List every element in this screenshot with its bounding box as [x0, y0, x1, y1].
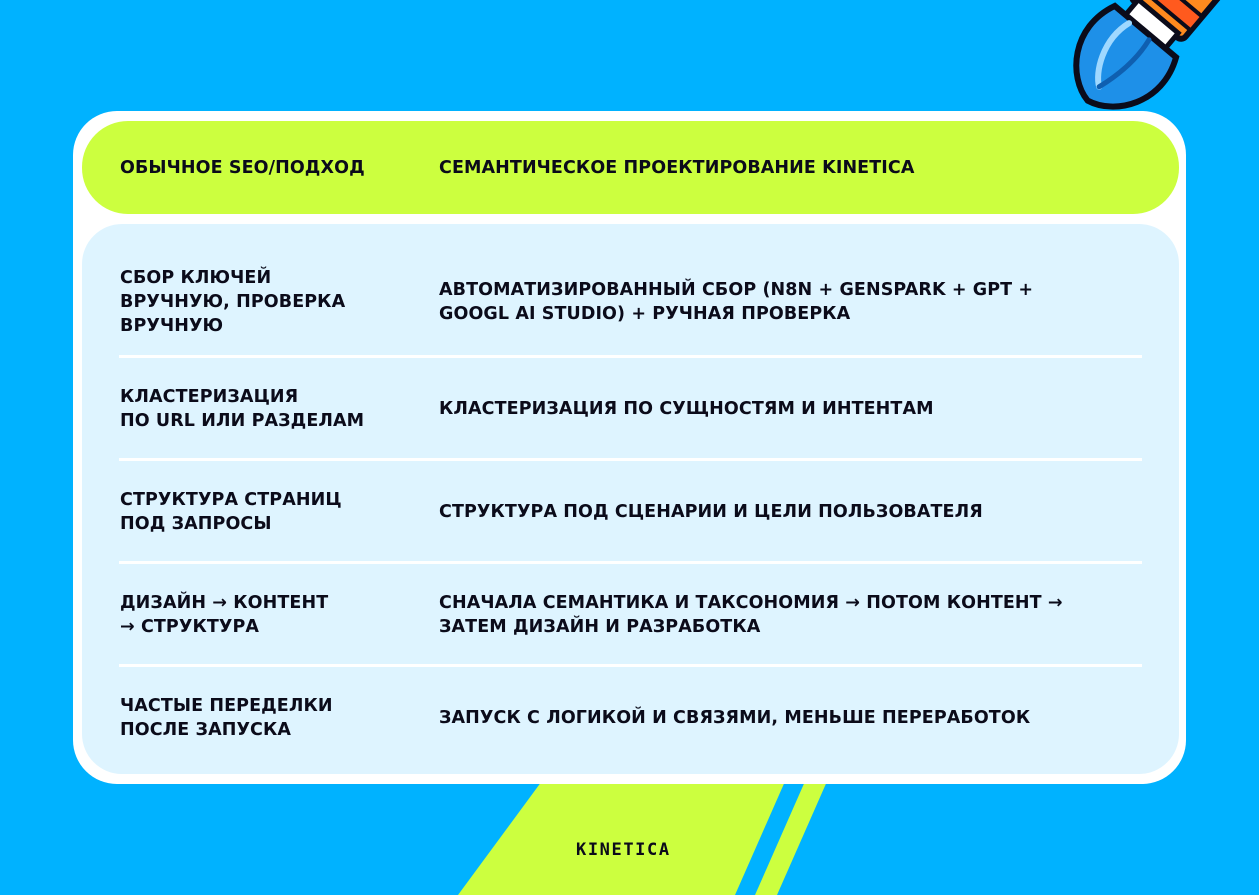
table-header: [82, 121, 1179, 214]
row-traditional-cell: ЧАСТЫЕ ПЕРЕДЕЛКИ ПОСЛЕ ЗАПУСКА: [120, 696, 333, 740]
row-traditional-cell: ДИЗАЙН → КОНТЕНТ → СТРУКТУРА: [120, 593, 329, 637]
table-row: [119, 358, 1142, 460]
row-kinetica-cell: СНАЧАЛА СЕМАНТИКА И ТАКСОНОМИЯ → ПОТОМ КОНТЕНТ → ЗАТЕМ ДИЗАЙН И РАЗРАБОТКА: [439, 593, 1063, 637]
table-row: [119, 246, 1142, 358]
row-kinetica-cell: АВТОМАТИЗИРОВАННЫЙ СБОР (N8N + GENSPARK + GPT + GOOGL AI STUDIO) + РУЧНАЯ ПРОВЕРКА: [439, 280, 1034, 324]
kinetica-logo: KINETICA: [576, 840, 671, 860]
table-row: [119, 564, 1142, 666]
header-col-kinetica: СЕМАНТИЧЕСКОЕ ПРОЕКТИРОВАНИЕ KINETICA: [439, 157, 915, 178]
comparison-card: [73, 111, 1186, 784]
row-kinetica-cell: ЗАПУСК С ЛОГИКОЙ И СВЯЗЯМИ, МЕНЬШЕ ПЕРЕРАБОТОК: [439, 708, 1031, 728]
row-traditional-cell: КЛАСТЕРИЗАЦИЯ ПО URL ИЛИ РАЗДЕЛАМ: [120, 387, 365, 431]
header-col-traditional: ОБЫЧНОЕ SEO/ПОДХОД: [120, 157, 365, 178]
row-traditional-cell: СБОР КЛЮЧЕЙ ВРУЧНУЮ, ПРОВЕРКА ВРУЧНУЮ: [120, 268, 346, 336]
row-kinetica-cell: СТРУКТУРА ПОД СЦЕНАРИИ И ЦЕЛИ ПОЛЬЗОВАТЕЛЯ: [439, 502, 983, 522]
row-kinetica-cell: КЛАСТЕРИЗАЦИЯ ПО СУЩНОСТЯМ И ИНТЕНТАМ: [439, 399, 934, 419]
table-body: [82, 224, 1179, 774]
row-traditional-cell: СТРУКТУРА СТРАНИЦ ПОД ЗАПРОСЫ: [120, 490, 342, 534]
table-row: [119, 461, 1142, 563]
table-row: [119, 667, 1142, 769]
